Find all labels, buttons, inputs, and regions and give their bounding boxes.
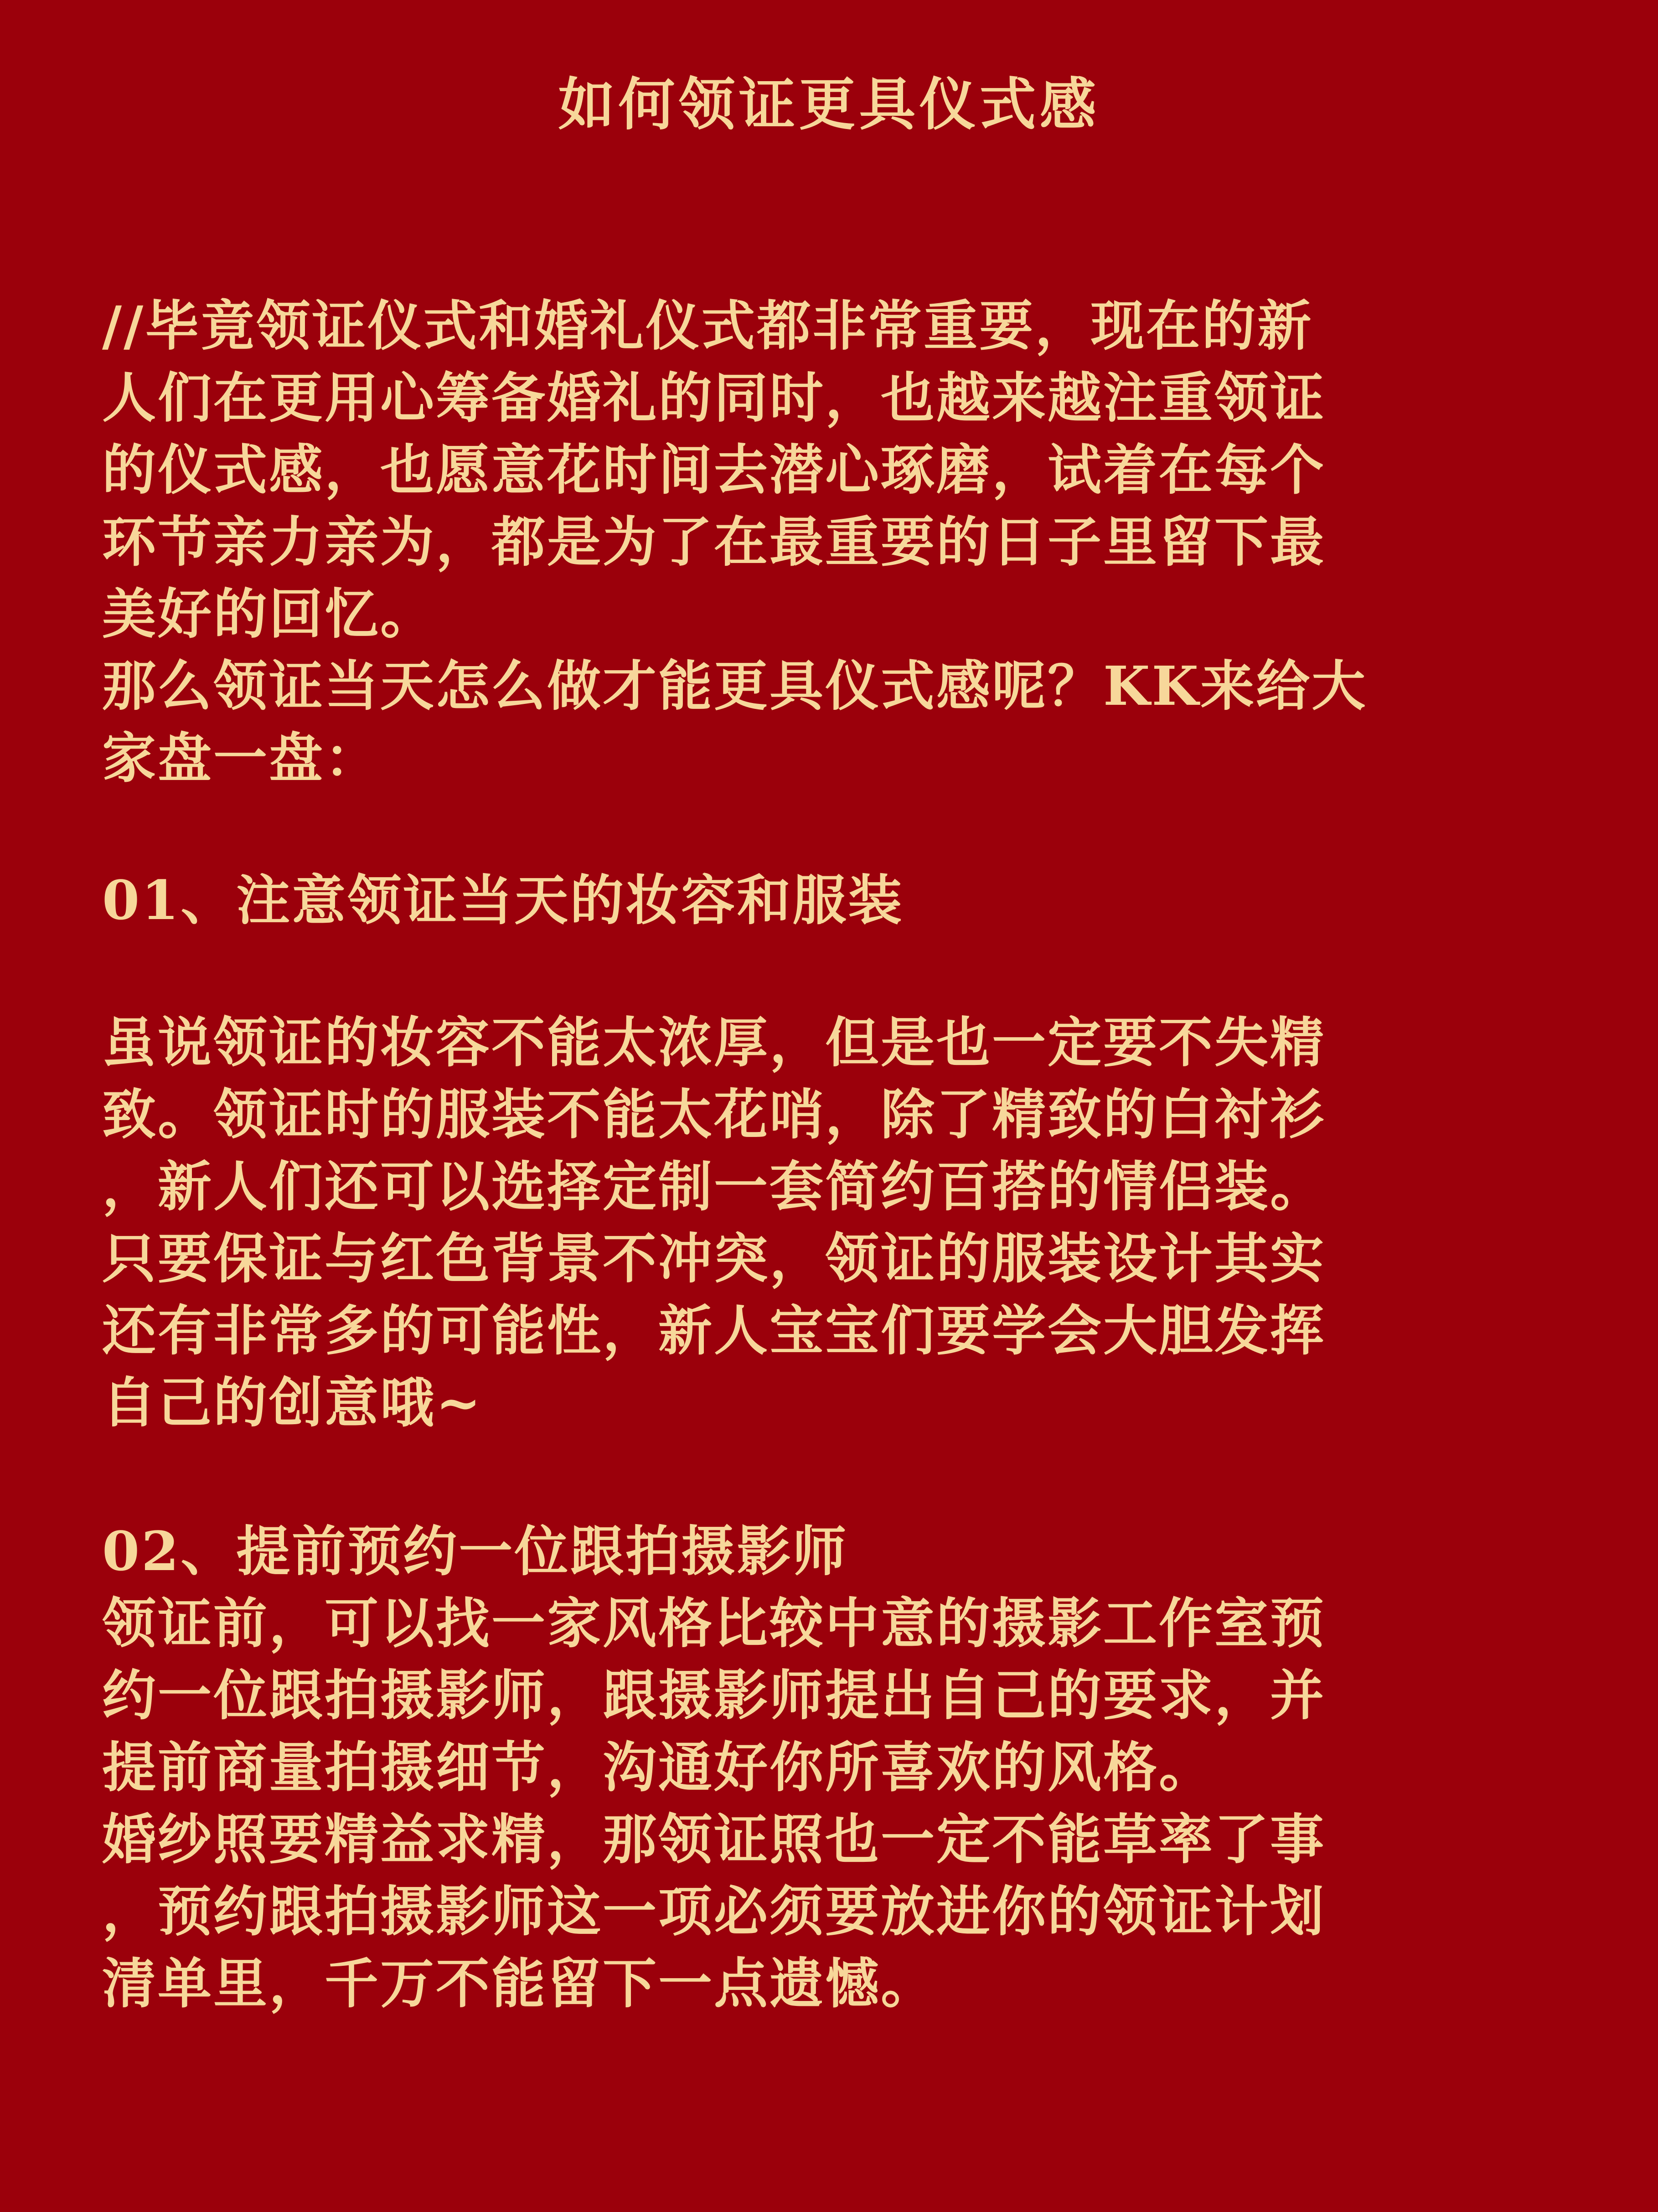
- section2-line: 婚纱照要精益求精，那领证照也一定不能草率了事: [102, 1808, 1326, 1871]
- section2-line: 清单里，千万不能留下一点遗憾。: [102, 1952, 937, 2015]
- intro-line: 环节亲力亲为，都是为了在最重要的日子里留下最: [102, 510, 1326, 574]
- intro-line: 的仪式感，也愿意花时间去潜心琢磨，试着在每个: [102, 438, 1326, 501]
- intro-line: //毕竟领证仪式和婚礼仪式都非常重要，现在的新: [102, 294, 1313, 357]
- section1-line: 致。领证时的服装不能太花哨，除了精致的白衬衫: [102, 1083, 1326, 1146]
- section1-line: ，新人们还可以选择定制一套简约百搭的情侣装。: [102, 1155, 1326, 1218]
- section1-line: 只要保证与红色背景不冲突，领证的服装设计其实: [102, 1227, 1326, 1290]
- section-heading-makeup-clothing: 01、注意领证当天的妆容和服装: [102, 868, 904, 932]
- intro-line: 美好的回忆。: [102, 582, 436, 646]
- intro-line: 那么领证当天怎么做才能更具仪式感呢？KK来给大: [102, 654, 1368, 718]
- section2-line: 提前商量拍摄细节，沟通好你所喜欢的风格。: [102, 1736, 1215, 1799]
- page-title: 如何领证更具仪式感: [558, 72, 1100, 138]
- intro-line: 人们在更用心筹备婚礼的同时，也越来越注重领证: [102, 366, 1326, 429]
- section1-line: 还有非常多的可能性，新人宝宝们要学会大胆发挥: [102, 1299, 1326, 1362]
- section1-line: 虽说领证的妆容不能太浓厚，但是也一定要不失精: [102, 1011, 1326, 1074]
- section2-line: 领证前，可以找一家风格比较中意的摄影工作室预: [102, 1592, 1326, 1655]
- section1-line: 自己的创意哦~: [102, 1371, 483, 1434]
- section2-line: ，预约跟拍摄影师这一项必须要放进你的领证计划: [102, 1880, 1326, 1943]
- intro-line: 家盘一盘：: [102, 726, 381, 790]
- section-heading-photographer: 02、提前预约一位跟拍摄影师: [102, 1519, 848, 1583]
- section2-line: 约一位跟拍摄影师，跟摄影师提出自己的要求，并: [102, 1664, 1326, 1727]
